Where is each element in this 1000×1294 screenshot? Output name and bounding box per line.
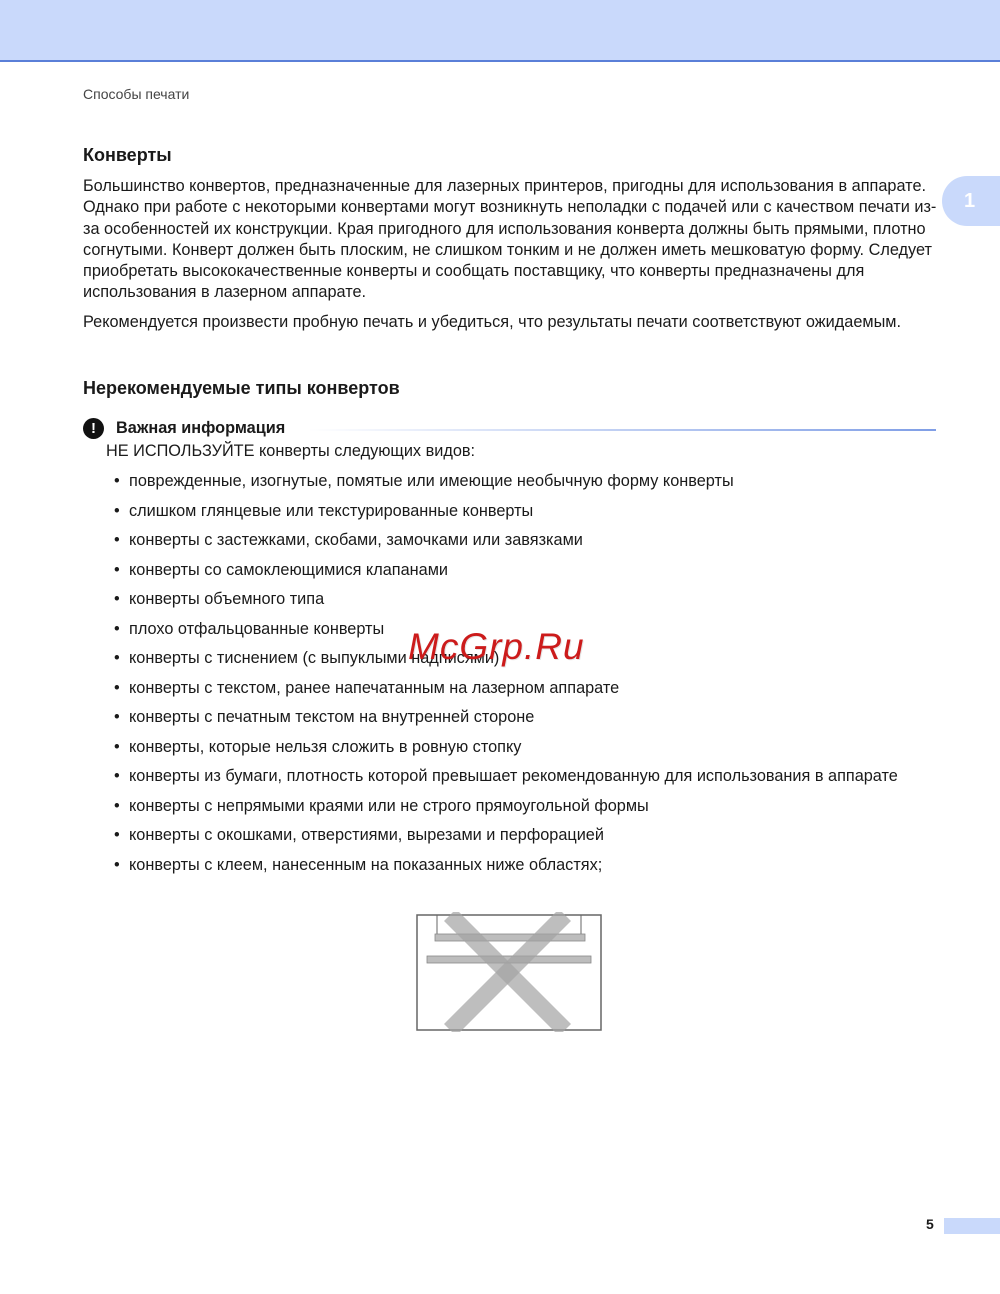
watermark: McGrp.Ru	[408, 626, 585, 667]
list-item: • плохо отфальцованные конверты	[114, 619, 385, 638]
list-item: • конверты с окошками, отверстиями, вырезами и перфорацией	[114, 826, 604, 844]
important-intro: НЕ ИСПОЛЬЗУЙТЕ конверты следующих видов:	[106, 442, 476, 460]
section-title: Конверты	[83, 145, 172, 165]
list-item: • конверты с непрямыми краями или не строго прямоугольной формы	[114, 796, 649, 815]
list-item: • конверты со самоклеющимися клапанами	[114, 560, 448, 579]
important-title: Важная информация	[116, 419, 286, 437]
footer-band	[944, 1218, 1000, 1234]
list-item: • конверты с тиснением (с выпуклыми надписями)	[114, 649, 500, 667]
list-item: • поврежденные, изогнутые, помятые или имеющие необычную форму конверты	[114, 472, 734, 490]
important-divider	[308, 429, 936, 431]
exclamation-circle-icon: !	[83, 418, 104, 439]
list-item: • конверты с печатным текстом на внутренней стороне	[114, 708, 535, 726]
running-title: Способы печати	[83, 86, 190, 102]
list-item: • конверты из бумаги, плотность которой превышает рекомендованную для использования в аппарате	[114, 767, 898, 785]
list-item: • конверты с клеем, нанесенным на показанных ниже областях;	[114, 855, 603, 874]
subsection-title: Нерекомендуемые типы конвертов	[83, 378, 400, 398]
list-item: • конверты, которые нельзя сложить в ровную стопку	[114, 737, 522, 756]
chapter-tab: 1	[942, 176, 1000, 226]
list-item: • конверты с застежками, скобами, замочками или завязками	[114, 531, 583, 549]
important-info-header	[83, 417, 936, 441]
page-number: 5	[926, 1216, 934, 1232]
glue-strip-top	[435, 934, 585, 941]
envelope-glue-illustration	[415, 912, 603, 1032]
list-item: • слишком глянцевые или текстурированные конверты	[114, 501, 534, 520]
intro-paragraph: Большинство конвертов, предназначенные для лазерных принтеров, пригодны для использования в аппарате. Однако при работе с некоторыми конвертами могут возникнуть неполадки с подачей или с качеством печати из-за особенностей их конструкции. Края пригодного для использования конверта должны быть прямыми, плотно согнутыми. Конверт должен быть плоским, не слишком тонким и не должен иметь мешковатую форму. Следует приобретать высококачественные конверты и сообщать поставщику, что конверты предназначены для использования в лазерном аппарате.	[83, 177, 937, 302]
unsuitable-envelope-list	[106, 471, 926, 884]
test-print-paragraph: Рекомендуется произвести пробную печать и убедиться, что результаты печати соответствуют ожидаемым.	[83, 313, 901, 331]
header-band	[0, 0, 1000, 62]
list-item: • конверты объемного типа	[114, 590, 325, 608]
list-item: • конверты с текстом, ранее напечатанным на лазерном аппарате	[114, 678, 620, 697]
